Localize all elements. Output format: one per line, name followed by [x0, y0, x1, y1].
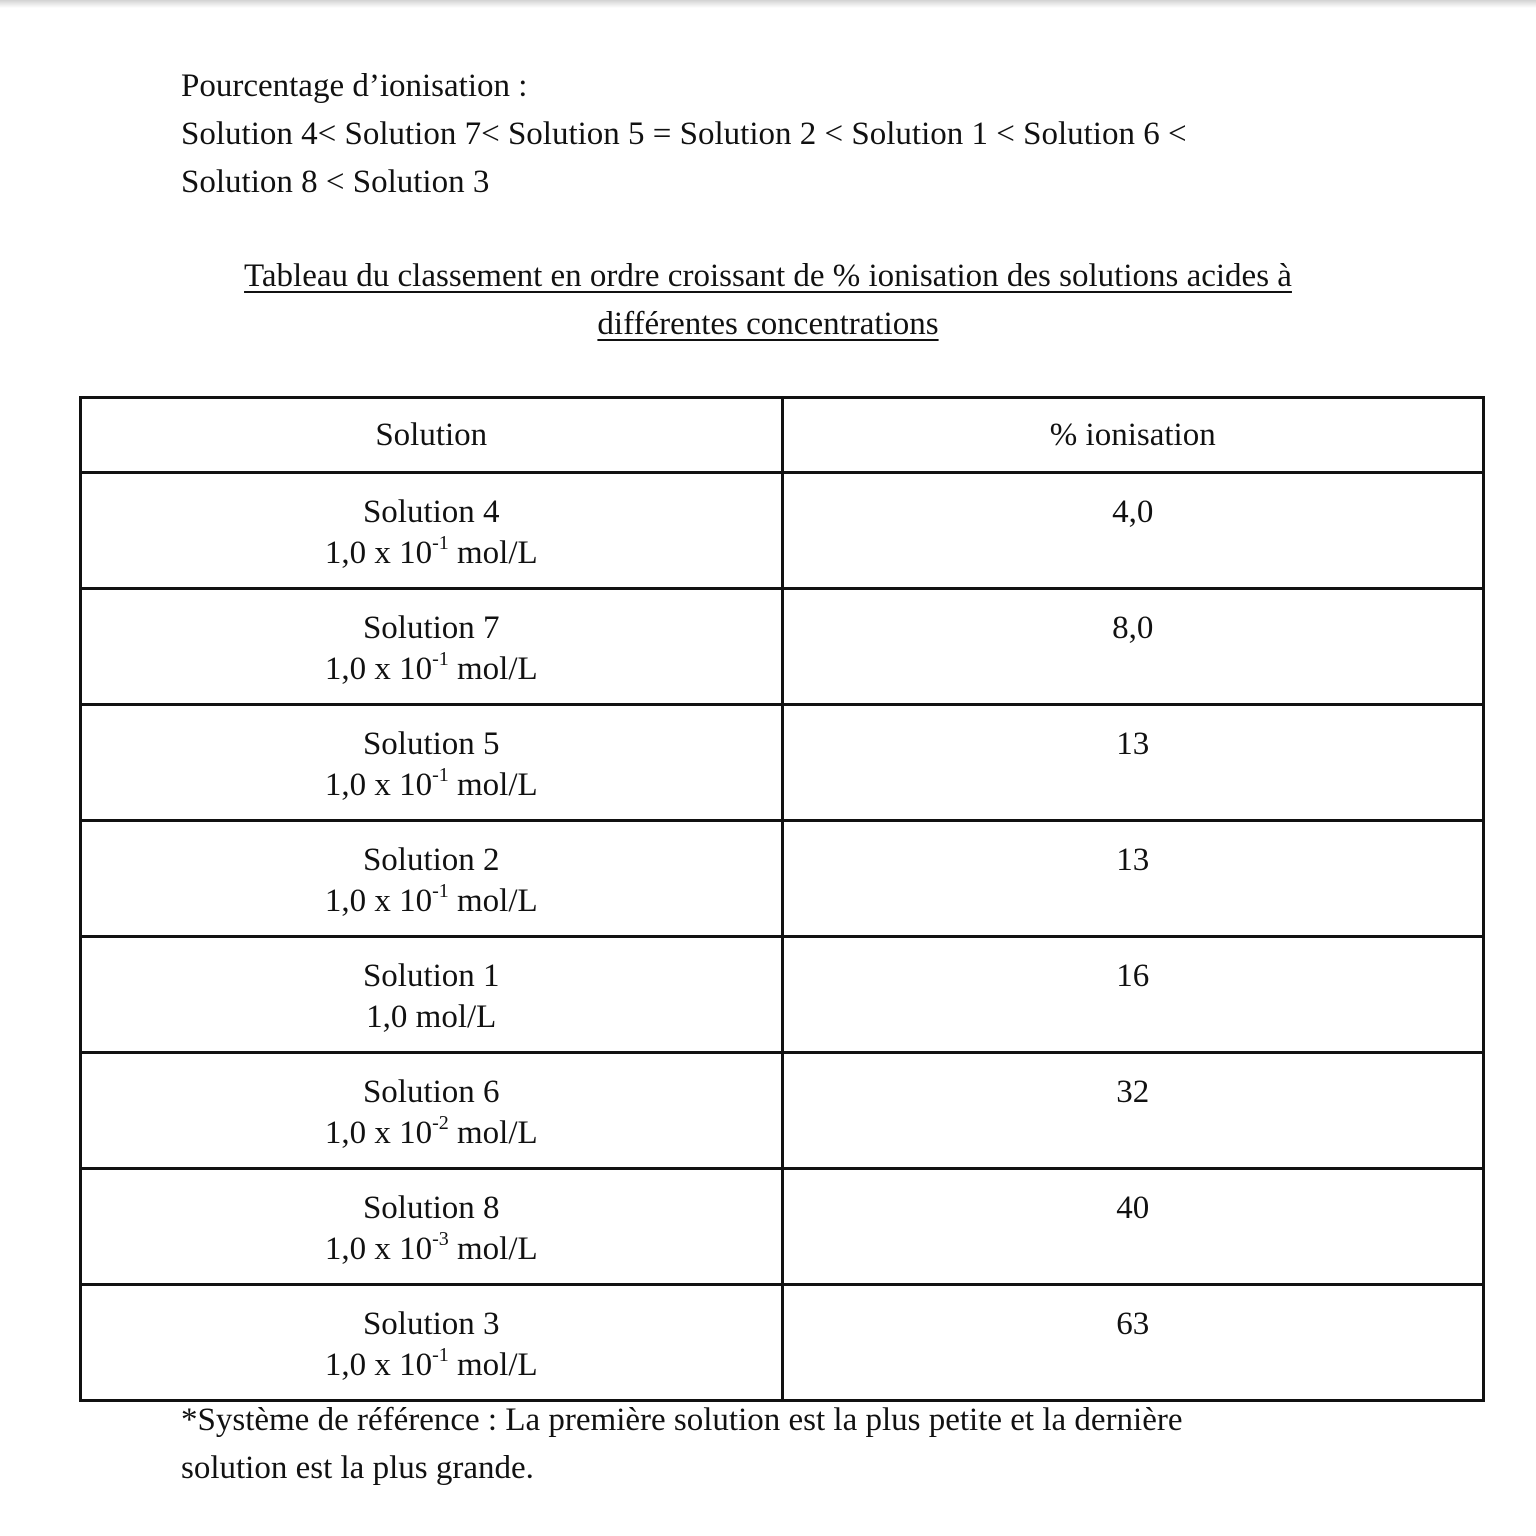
- solution-cell: [81, 473, 783, 589]
- concentration-base: 1,0 x 10: [324, 1115, 433, 1151]
- table-row: [81, 821, 1484, 937]
- solution-cell: [81, 1285, 783, 1401]
- ionization-ranking: [181, 62, 1331, 206]
- concentration-base: 1,0 mol/L: [366, 999, 497, 1035]
- solution-cell: [81, 589, 783, 705]
- concentration-base: 1,0 x 10: [324, 1347, 433, 1383]
- table-row: [81, 1053, 1484, 1169]
- concentration-unit: mol/L: [448, 535, 538, 571]
- table-caption: [180, 252, 1356, 348]
- solution-name: Solution 4: [362, 494, 500, 530]
- ionization-cell: [782, 705, 1484, 821]
- solution-cell: [81, 1053, 783, 1169]
- caption-line-1: Tableau du classement en ordre croissant de % ionisation des solutions acides à: [244, 258, 1292, 294]
- concentration-base: 1,0 x 10: [324, 767, 433, 803]
- table-row: [81, 937, 1484, 1053]
- concentration-unit: mol/L: [448, 651, 538, 687]
- concentration-exponent: -2: [432, 1112, 449, 1134]
- table-row: [81, 705, 1484, 821]
- concentration-base: 1,0 x 10: [324, 651, 433, 687]
- concentration-exponent: -1: [432, 764, 449, 786]
- solution-concentration: [82, 765, 781, 806]
- ionization-cell: [782, 589, 1484, 705]
- solution-name: Solution 7: [362, 610, 500, 646]
- header-ionization: % ionisation: [782, 398, 1484, 473]
- ionization-value: 63: [1116, 1306, 1150, 1342]
- concentration-unit: mol/L: [448, 1231, 538, 1267]
- concentration-exponent: -1: [432, 532, 449, 554]
- table-row: [81, 1285, 1484, 1401]
- concentration-unit: mol/L: [448, 767, 538, 803]
- solution-concentration: [82, 881, 781, 922]
- solution-name: Solution 1: [362, 958, 500, 994]
- concentration-base: 1,0 x 10: [324, 1231, 433, 1267]
- solution-cell: [81, 1169, 783, 1285]
- footnote-line-2: solution est la plus grande.: [181, 1450, 534, 1486]
- ionization-value: 4,0: [1112, 494, 1154, 530]
- solution-concentration: [82, 1229, 781, 1270]
- solution-concentration: [82, 1113, 781, 1154]
- concentration-exponent: -3: [432, 1228, 449, 1250]
- table-row: [81, 589, 1484, 705]
- solution-concentration: [82, 997, 781, 1038]
- solution-concentration: [82, 649, 781, 690]
- table-row: [81, 473, 1484, 589]
- top-edge-shadow: [0, 0, 1536, 8]
- table-header-row: [81, 398, 1484, 473]
- table-row: [81, 1169, 1484, 1285]
- ionization-cell: [782, 473, 1484, 589]
- concentration-base: 1,0 x 10: [324, 883, 433, 919]
- concentration-unit: mol/L: [448, 1347, 538, 1383]
- ionization-cell: [782, 1169, 1484, 1285]
- ionization-cell: [782, 1053, 1484, 1169]
- solution-concentration: [82, 533, 781, 574]
- ranking-line-2: Solution 8 < Solution 3: [181, 164, 490, 200]
- caption-line-2: différentes concentrations: [597, 306, 939, 342]
- concentration-unit: mol/L: [448, 883, 538, 919]
- solution-name: Solution 5: [362, 726, 500, 762]
- ionization-cell: [782, 1285, 1484, 1401]
- ionization-value: 16: [1116, 958, 1150, 994]
- ionization-value: 32: [1116, 1074, 1150, 1110]
- solution-concentration: [82, 1345, 781, 1386]
- solution-name: Solution 6: [362, 1074, 500, 1110]
- ionization-value: 13: [1116, 842, 1150, 878]
- solution-cell: [81, 705, 783, 821]
- ionization-cell: [782, 821, 1484, 937]
- ranking-line-1: Solution 4< Solution 7< Solution 5 = Solution 2 < Solution 1 < Solution 6 <: [181, 116, 1187, 152]
- solution-name: Solution 3: [362, 1306, 500, 1342]
- ionization-value: 40: [1116, 1190, 1150, 1226]
- concentration-exponent: -1: [432, 648, 449, 670]
- solution-name: Solution 8: [362, 1190, 500, 1226]
- footnote-line-1: *Système de référence : La première solution est la plus petite et la dernière: [181, 1402, 1183, 1438]
- concentration-base: 1,0 x 10: [324, 535, 433, 571]
- ionization-table: [79, 396, 1485, 1402]
- ionization-value: 8,0: [1112, 610, 1154, 646]
- footnote: [181, 1396, 1331, 1492]
- concentration-exponent: -1: [432, 880, 449, 902]
- solution-cell: [81, 937, 783, 1053]
- solution-name: Solution 2: [362, 842, 500, 878]
- concentration-unit: mol/L: [448, 1115, 538, 1151]
- solution-cell: [81, 821, 783, 937]
- ionization-cell: [782, 937, 1484, 1053]
- ionization-value: 13: [1116, 726, 1150, 762]
- concentration-exponent: -1: [432, 1344, 449, 1366]
- header-solution: Solution: [81, 398, 783, 473]
- ranking-heading: Pourcentage d’ionisation :: [181, 68, 528, 104]
